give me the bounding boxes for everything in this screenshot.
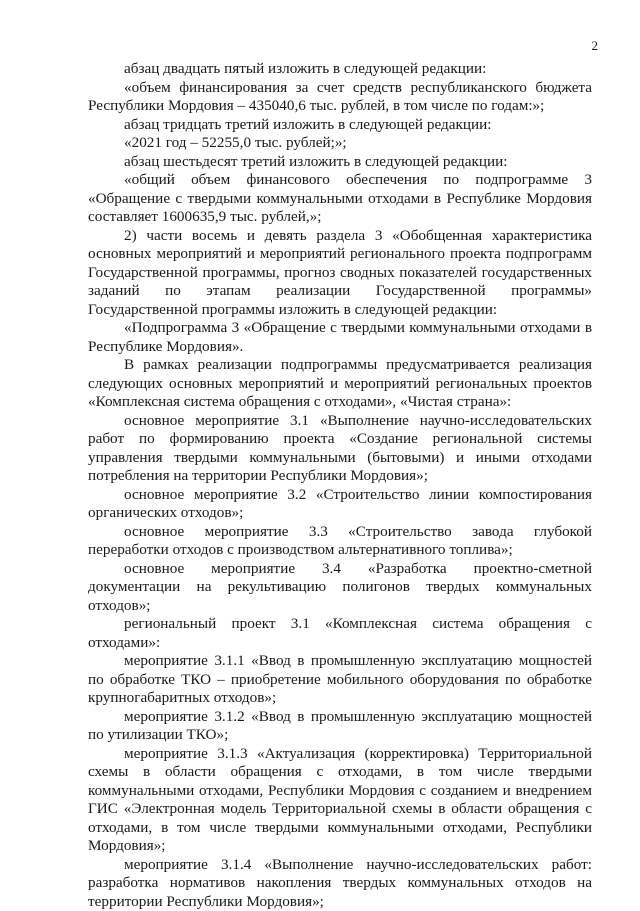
paragraph: мероприятие 3.1.3 «Актуализация (корректировка) Территориальной схемы в области обращения с отходами, в том числе твердыми коммунальными отходами, Республики Мордовия с созданием и внедрением ГИС «Электронная модель Территориальной схемы в области обращения с отходами, в том числе твердыми коммунальными отходами, Республики Мордовия»; xyxy=(88,745,592,856)
paragraph: основное мероприятие 3.1 «Выполнение научно-исследовательских работ по формированию проекта «Создание региональной системы управления твердыми коммунальными (бытовыми) и иными отходами потребления на территории Республики Мордовия»; xyxy=(88,412,592,486)
paragraph: мероприятие 3.1.1 «Ввод в промышленную эксплуатацию мощностей по обработке ТКО – приобретение мобильного оборудования по обработке крупногабаритных отходов»; xyxy=(88,652,592,708)
paragraph: региональный проект 3.1 «Комплексная система обращения с отходами»: xyxy=(88,615,592,652)
paragraph: 2) части восемь и девять раздела 3 «Обобщенная характеристика основных мероприятий и мероприятий регионального проекта подпрограмм Государственной программы, прогноз сводных показателей государственных заданий по этапам реализации Государственной программы» Государственной программы изложить в следующей редакции: xyxy=(88,227,592,320)
paragraph: основное мероприятие 3.2 «Строительство линии компостирования органических отходов»; xyxy=(88,486,592,523)
paragraph: основное мероприятие 3.4 «Разработка проектно-сметной документации на рекультивацию полигонов твердых коммунальных отходов»; xyxy=(88,560,592,616)
paragraph: абзац двадцать пятый изложить в следующей редакции: xyxy=(88,60,592,79)
paragraph: «общий объем финансового обеспечения по подпрограмме 3 «Обращение с твердыми коммунальными отходами в Республике Мордовия составляет 1600635,9 тыс. рублей,»; xyxy=(88,171,592,227)
paragraph: абзац тридцать третий изложить в следующей редакции: xyxy=(88,116,592,135)
paragraph: «2021 год – 52255,0 тыс. рублей;»; xyxy=(88,134,592,153)
paragraph: В рамках реализации подпрограммы предусматривается реализация следующих основных мероприятий и мероприятий региональных проектов «Комплексная система обращения с отходами», «Чистая страна»: xyxy=(88,356,592,412)
paragraph: абзац шестьдесят третий изложить в следующей редакции: xyxy=(88,153,592,172)
document-body xyxy=(88,60,592,911)
paragraph: мероприятие 3.1.2 «Ввод в промышленную эксплуатацию мощностей по утилизации ТКО»; xyxy=(88,708,592,745)
paragraph: основное мероприятие 3.3 «Строительство завода глубокой переработки отходов с производством альтернативного топлива»; xyxy=(88,523,592,560)
paragraph: мероприятие 3.1.4 «Выполнение научно-исследовательских работ: разработка нормативов накопления твердых коммунальных отходов на территории Республики Мордовия»; xyxy=(88,856,592,911)
paragraph: «объем финансирования за счет средств республиканского бюджета Республики Мордовия – 435040,6 тыс. рублей, в том числе по годам:»; xyxy=(88,79,592,116)
paragraph: «Подпрограмма 3 «Обращение с твердыми коммунальными отходами в Республике Мордовия». xyxy=(88,319,592,356)
page-number: 2 xyxy=(0,38,598,54)
